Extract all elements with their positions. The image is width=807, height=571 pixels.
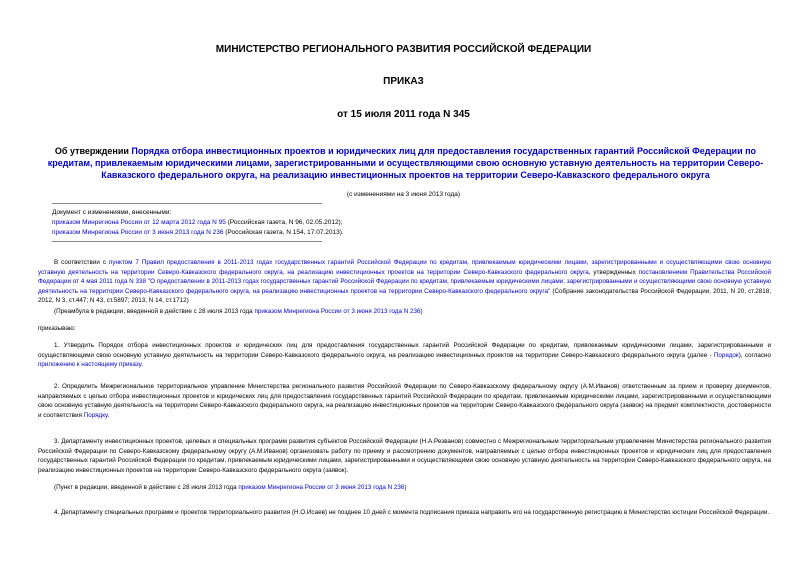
preamble-note-link[interactable]: приказом Минрегиона России от 3 июня 2013 года N 236 <box>254 308 421 315</box>
divider-bottom <box>52 241 322 242</box>
paragraph-1 <box>38 341 771 370</box>
appendix-link[interactable]: приложению к настоящему приказу <box>38 361 142 368</box>
preamble-text-3: (Собрание законодательства Российской Федерации, 2011, N 20, ст.2818; 2012, N 3, ст.447; N 43, ст.5897; 2013, N 14, ст.1712) <box>38 287 772 304</box>
p3-note-text: (Пункт в редакции, введенной в действие с 28 июля 2013 года <box>54 484 239 491</box>
order-heading: ПРИКАЗ <box>383 76 424 87</box>
p2-text-1: 2. Определить Межрегиональное территориальное управление Министерства регионального развития Российской Федерации по Северо-Кавказскому федеральному округу (А.М.Иванов) ответственным за прием и проверку документов, направляемых с целью отбора инвестиционных проектов и юридических лиц для предоставления государственных гарантий Российской Федерации по кредитам, привлекаемым юридическими лицами, зарегистрированными и осуществляющими свою основную уставную деятельность на территории Северо-Кавказского федерального округа, на реализацию инвестиционных проектов на территории Северо-Кавказского федерального округа (заявок) на предмет комплектности, достоверности и соответствия <box>38 383 771 419</box>
doc-changes-heading: Документ с изменениями, внесенными: <box>52 209 172 216</box>
order-date: от 15 июля 2011 года N 345 <box>337 109 470 120</box>
procedure-link[interactable]: Порядок <box>713 351 739 359</box>
paragraph-4: 4. Департаменту специальных программ и проектов территориального развития (Н.О.Исаев) не позднее 10 дней с момента подписания приказа направить его на государственную регистрацию в Министерство юстиции Российской Федерации. <box>54 509 770 516</box>
p3-note-close: ) <box>404 484 407 491</box>
paragraph-2 <box>38 382 771 420</box>
title-prefix: Об утверждении <box>54 146 132 156</box>
orders-word: приказываю: <box>38 325 76 332</box>
government-decree-link[interactable]: постановлением Правительства Российской Федерации от 4 мая 2011 года N 338 "О предоставлении в 2011-2013 годах государственных гарантий Российской Федерации по кредитам, привлекаемым юридическими лицами, зарегистрированными и осуществляющими свою основную уставную деятельность на территории Северо-Кавказского федерального округа, на реализацию инвестиционных проектов на территории Северо-Кавказского федерального округа" <box>38 268 772 295</box>
paragraph-3-edit-note <box>38 483 771 493</box>
amendment-link-2[interactable]: приказом Минрегиона России от 3 июня 2013 года N 236 <box>52 229 224 236</box>
amendment-link-1[interactable]: приказом Минрегиона России от 12 марта 2012 года N 95 <box>52 219 226 226</box>
preamble-text-2: , утвержденных <box>588 268 639 276</box>
changes-note: (с изменениями на 3 июня 2013 года) <box>346 191 461 198</box>
procedure-link-2[interactable]: Порядку <box>83 411 108 419</box>
preamble-paragraph <box>38 258 771 306</box>
p1-text-3: . <box>141 361 143 368</box>
preamble-text-1: В соответствии с <box>54 259 109 266</box>
p3-note-link[interactable]: приказом Минрегиона России от 3 июня 2013 года N 236 <box>238 484 405 491</box>
rules-point-link[interactable]: пунктом 7 Правил предоставления в 2011-2013 годах государственных гарантий Российской Федерации по кредитам, привлекаемым юридическими лицами, зарегистрированными и осуществляющими свою основную уставную деятельность на территории Северо-Кавказского федерального округа, на реализацию инвестиционных проектов на территории Северо-Кавказского федерального округа <box>38 259 772 276</box>
p1-text-1: 1. Утвердить Порядок отбора инвестиционных проектов и юридических лиц для предоставления государственных гарантий Российской Федерации по кредитам, привлекаемым юридическими лицами, зарегистрированными и осуществляющими свою основную уставную деятельность на территории Северо-Кавказского федерального округа, на реализацию инвестиционных проектов на территории Северо-Кавказского федерального округа (далее - <box>38 342 771 359</box>
amendment-source-1: (Российская газета, N 96, 02.05.2012); <box>225 219 343 226</box>
paragraph-3: 3. Департаменту инвестиционных проектов, целевых и специальных программ развития субъектов Российской Федерации (Н.А.Резванов) совместно с Межрегиональным территориальным управлением Министерства регионального развития Российской Федерации по Северо-Кавказскому федеральному округу (А.М.Иванов) организовать работу по приему и рассмотрению документов, направляемых с целью отбора инвестиционных проектов и юридических лиц для предоставления государственных гарантий Российской Федерации по кредитам, привлекаемым юридическими лицами, зарегистрированными и осуществляющими свою основную уставную деятельность на территории Северо-Кавказского федерального округа, на реализацию инвестиционных проектов на территории Северо-Кавказского федерального округа (заявок). <box>38 438 771 474</box>
p2-text-2: . <box>107 411 110 419</box>
amendment-source-2: (Российская газета, N 154, 17.07.2013). <box>223 229 344 236</box>
doc-changes-block <box>52 208 552 238</box>
divider-top <box>52 203 322 204</box>
title-procedure-link[interactable]: Порядка отбора инвестиционных проектов и юридических лиц для предоставления государственных гарантий Российской Федерации по кредитам, привлекаемым юридическими лицами, зарегистрированными и осуществляющими свою основную уставную деятельность на территории Северо-Кавказского федерального округа, на реализацию инвестиционных проектов на территории Северо-Кавказского федерального округа <box>47 146 764 180</box>
document-title <box>38 145 773 181</box>
doc-change-item <box>52 218 552 228</box>
preamble-edit-note <box>38 307 771 317</box>
ministry-heading: МИНИСТЕРСТВО РЕГИОНАЛЬНОГО РАЗВИТИЯ РОССИЙСКОЙ ФЕДЕРАЦИИ <box>215 44 592 55</box>
doc-change-item <box>52 228 552 238</box>
preamble-note-close: ) <box>420 308 423 315</box>
p1-text-2: ), согласно <box>738 351 772 359</box>
preamble-note-text: (Преамбула в редакции, введенной в действие с 28 июля 2013 года <box>54 308 255 315</box>
